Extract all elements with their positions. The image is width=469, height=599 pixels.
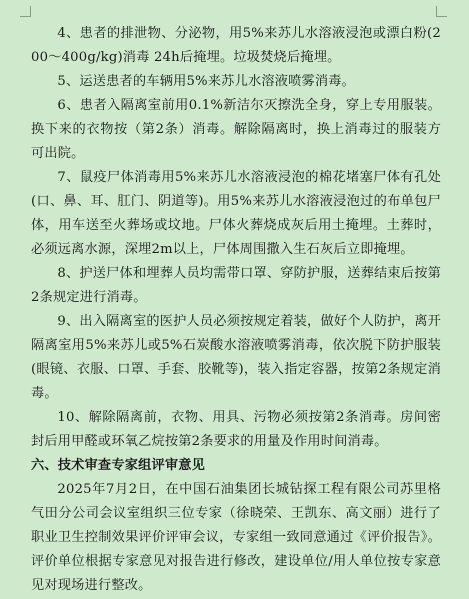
paragraph-item-7: 7、鼠疫尸体消毒用5%来苏儿水溶液浸泡的棉花堵塞尸体有孔处(口、鼻、耳、肛门、阴道等)。用5%来苏儿水溶液浸泡过的布单包尸体，用车送至火葬场或坟地。尸体火葬烧成灰后用土掩埋。土葬时，必须远离水源，深埋2m以上，尸体周围撒入生石灰后立即掩埋。 [31,170,441,257]
paragraph-item-5: 5、运送患者的车辆用5%来苏儿水溶液喷雾消毒。 [57,74,356,89]
paragraph-item-4: 4、患者的排泄物、分泌物，用5%来苏儿水溶液浸泡或漂白粉(200～400g/kg)消毒 24h后掩埋。垃圾焚烧后掩埋。 [31,26,441,65]
page-corner-mark-right [436,6,447,17]
section-heading: 六、技术审查专家组评审意见 [31,458,206,473]
paragraph-item-9: 9、出入隔离室的医护人员必须按规定着装，做好个人防护，离开隔离室用5%来苏儿或5%石炭酸水溶液喷雾消毒，依次脱下防护服装(眼镜、衣服、口罩、手套、胶靴等)，装入指定容器，按第2条规定消毒。 [31,314,441,401]
document-body [31,22,441,598]
paragraph-item-6: 6、患者入隔离室前用0.1%新洁尔灭擦洗全身，穿上专用服装。换下来的衣物按（第2条）消毒。解除隔离时，换上消毒过的服装方可出院。 [31,98,441,161]
paragraph-item-8: 8、护送尸体和埋葬人员均需带口罩、穿防护服，送葬结束后按第2条规定进行消毒。 [31,266,441,305]
paragraph-item-10: 10、解除隔离前，衣物、用具、污物必须按第2条消毒。房间密封后用甲醛或环氧乙烷按第2条要求的用量及作用时间消毒。 [31,410,441,449]
review-opinion-paragraph: 2025年7月2日，在中国石油集团长城钻探工程有限公司苏里格气田分公司会议室组织三位专家（徐晓荣、王凯东、高文丽）进行了职业卫生控制效果评价评审会议，专家组一致同意通过《评价报告》。评价单位根据专家意见对报告进行修改，建设单位/用人单位按专家意见对现场进行整改。 [31,482,441,593]
page-corner-mark-left [20,6,31,17]
